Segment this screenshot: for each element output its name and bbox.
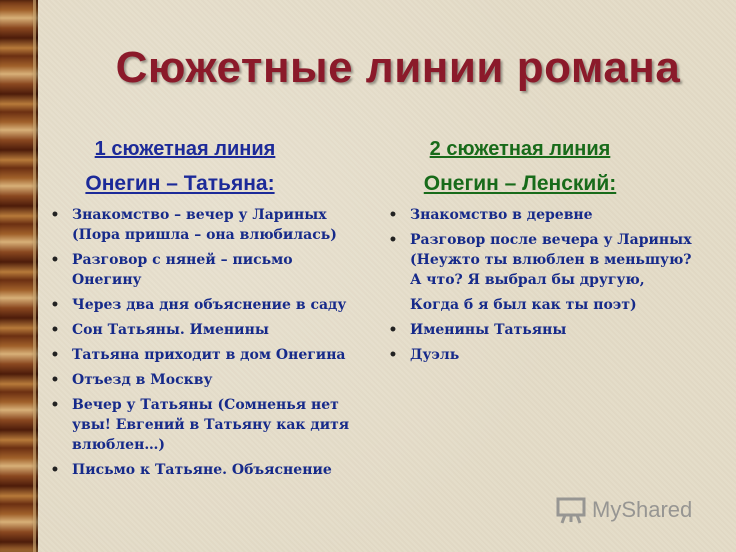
column2-list [384, 205, 704, 370]
list-item: • Татьяна приходит в дом Онегина [46, 345, 366, 365]
bullet-icon: • [388, 322, 398, 338]
list-item: • Разговор после вечера у Лариных (Неужто ты влюблен в меньшую? А что? Я выбрал бы другую, [384, 230, 704, 290]
bullet-icon: • [50, 252, 60, 268]
bullet-icon: • [50, 322, 60, 338]
bullet-icon: • [50, 297, 60, 313]
bullet-icon: • [50, 372, 60, 388]
bullet-icon: • [50, 207, 60, 223]
column1-subheading: Онегин – Татьяна: [85, 172, 275, 195]
bullet-icon: • [50, 397, 60, 413]
bullet-icon: • [388, 232, 398, 248]
list-item: • Отъезд в Москву [46, 370, 366, 390]
list-item: • Дуэль [384, 345, 704, 365]
bullet-icon: • [50, 462, 60, 478]
list-item: • Разговор с няней – письмо Онегину [46, 250, 366, 290]
column2-subheading: Онегин – Ленский: [423, 172, 617, 195]
column2-heading: 2 сюжетная линия [429, 138, 611, 160]
list-item-continuation: Когда б я был как ты поэт) [410, 297, 637, 313]
presentation-board-icon [556, 496, 586, 524]
slide-title: Сюжетные линии романа [115, 43, 681, 92]
list-item: • Знакомство в деревне [384, 205, 704, 225]
list-item: • Сон Татьяны. Именины [46, 320, 366, 340]
watermark-text: MyShared [592, 497, 693, 522]
list-item: • Именины Татьяны [384, 320, 704, 340]
list-item: • Вечер у Татьяны (Сомненья нет увы! Евгений в Татьяну как дитя влюблен…) [46, 395, 366, 455]
column1-list [46, 205, 366, 485]
list-item: • Знакомство – вечер у Лариных (Пора пришла – она влюбилась) [46, 205, 366, 245]
column1-heading: 1 сюжетная линия [94, 138, 276, 160]
bullet-icon: • [50, 347, 60, 363]
list-item: • Через два дня объяснение в саду [46, 295, 366, 315]
bullet-icon: • [388, 207, 398, 223]
ornamental-border [0, 0, 38, 552]
list-item: • Письмо к Татьяне. Объяснение [46, 460, 366, 480]
watermark [556, 494, 692, 526]
bullet-icon: • [388, 347, 398, 363]
